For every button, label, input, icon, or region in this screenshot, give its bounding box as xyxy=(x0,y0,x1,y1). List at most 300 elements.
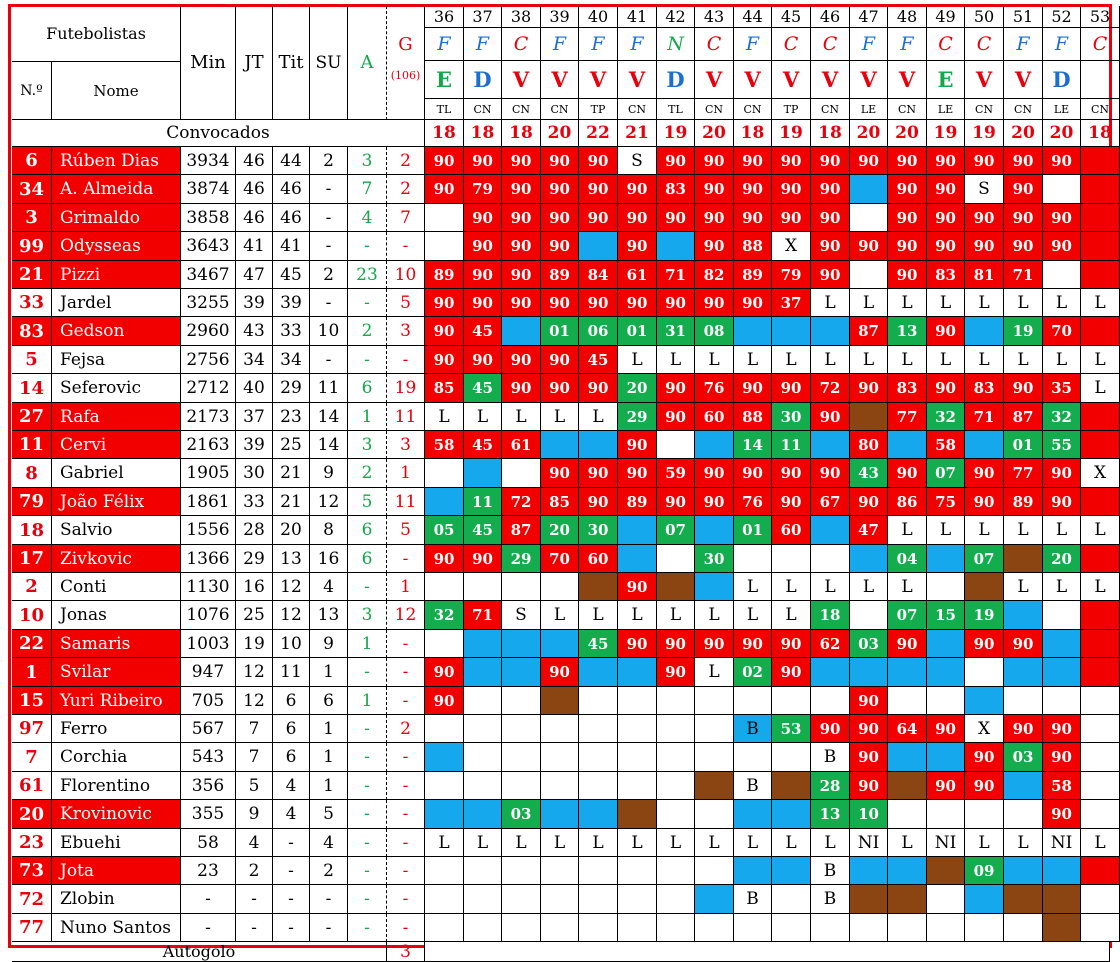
player-subs: 4 xyxy=(310,829,348,857)
game-cell: 45 xyxy=(464,374,502,403)
game-cell xyxy=(695,743,734,772)
game-cell: 61 xyxy=(618,261,657,289)
game-venue: F xyxy=(1043,28,1081,61)
game-cell: 45 xyxy=(579,346,618,374)
game-cell: 90 xyxy=(811,232,850,261)
game-cell: 90 xyxy=(850,374,888,403)
game-competition: CN xyxy=(541,99,579,120)
game-cell: L xyxy=(695,601,734,630)
game-cell xyxy=(850,857,888,885)
player-name: Zlobin xyxy=(52,885,181,914)
game-cell: 90 xyxy=(464,204,502,232)
game-cell: 03 xyxy=(850,630,888,658)
game-cell xyxy=(1043,601,1081,630)
player-name: Corchia xyxy=(52,743,181,772)
player-assists: 3 xyxy=(348,601,387,630)
game-cell: 20 xyxy=(1043,545,1081,573)
game-convocados: 19 xyxy=(657,120,695,147)
game-cell: 45 xyxy=(579,630,618,658)
game-number: 48 xyxy=(888,6,927,28)
game-convocados: 18 xyxy=(502,120,541,147)
player-name: Nuno Santos xyxy=(52,914,181,942)
game-venue: F xyxy=(888,28,927,61)
game-cell: 87 xyxy=(1004,403,1043,431)
game-cell: 72 xyxy=(502,488,541,516)
convocados-label: Convocados xyxy=(12,120,425,147)
game-cell xyxy=(850,175,888,204)
game-cell: 90 xyxy=(811,261,850,289)
game-cell: 20 xyxy=(541,516,579,545)
player-number: 17 xyxy=(12,545,52,573)
game-cell: 89 xyxy=(734,261,772,289)
player-subs: - xyxy=(310,289,348,317)
player-name: Jota xyxy=(52,857,181,885)
game-cell: 90 xyxy=(811,715,850,743)
player-subs: 1 xyxy=(310,772,348,800)
game-cell: 88 xyxy=(734,232,772,261)
game-cell xyxy=(657,232,695,261)
game-cell: 86 xyxy=(888,488,927,516)
game-cell xyxy=(657,914,695,942)
game-cell: 79 xyxy=(464,175,502,204)
game-cell xyxy=(618,800,657,829)
game-cell xyxy=(850,658,888,687)
game-cell: 90 xyxy=(657,204,695,232)
game-cell: 89 xyxy=(425,261,464,289)
game-cell xyxy=(464,630,502,658)
player-subs: 1 xyxy=(310,658,348,687)
game-cell: 71 xyxy=(657,261,695,289)
game-cell: L xyxy=(888,829,927,857)
player-assists: - xyxy=(348,658,387,687)
game-cell: 90 xyxy=(965,459,1004,488)
game-cell xyxy=(695,772,734,800)
player-subs: - xyxy=(310,204,348,232)
game-cell: 53 xyxy=(772,715,811,743)
game-cell xyxy=(927,630,965,658)
game-competition: TL xyxy=(425,99,464,120)
game-cell: 09 xyxy=(965,857,1004,885)
game-cell xyxy=(502,317,541,346)
game-competition: LE xyxy=(1043,99,1081,120)
player-assists: 6 xyxy=(348,374,387,403)
game-cell: 71 xyxy=(1004,261,1043,289)
game-cell: 90 xyxy=(657,403,695,431)
game-venue: F xyxy=(1004,28,1043,61)
player-assists: - xyxy=(348,772,387,800)
game-cell xyxy=(579,743,618,772)
game-cell: L xyxy=(850,346,888,374)
game-cell: 90 xyxy=(541,289,579,317)
game-cell xyxy=(1004,545,1043,573)
game-cell: 90 xyxy=(927,175,965,204)
player-games: 28 xyxy=(236,516,273,545)
game-result: V xyxy=(850,61,888,99)
player-number: 14 xyxy=(12,374,52,403)
game-cell xyxy=(618,687,657,715)
player-name: Jardel xyxy=(52,289,181,317)
game-cell xyxy=(541,800,579,829)
game-cell: 90 xyxy=(618,204,657,232)
game-cell: 90 xyxy=(425,346,464,374)
player-subs: 5 xyxy=(310,800,348,829)
game-cell: 90 xyxy=(541,459,579,488)
game-cell xyxy=(1081,687,1120,715)
game-cell xyxy=(1081,601,1120,630)
game-cell: 85 xyxy=(541,488,579,516)
game-cell: 90 xyxy=(502,261,541,289)
player-subs: 9 xyxy=(310,459,348,488)
game-number: 41 xyxy=(618,6,657,28)
game-cell: 90 xyxy=(657,488,695,516)
game-cell xyxy=(927,914,965,942)
player-games: 2 xyxy=(236,857,273,885)
player-number: 6 xyxy=(12,147,52,175)
game-cell xyxy=(1004,800,1043,829)
game-cell xyxy=(579,800,618,829)
player-minutes: - xyxy=(181,914,236,942)
game-cell: 03 xyxy=(502,800,541,829)
game-cell: 90 xyxy=(734,147,772,175)
player-starts: 6 xyxy=(273,715,310,743)
game-cell: 07 xyxy=(927,459,965,488)
game-cell: 90 xyxy=(579,204,618,232)
game-cell: 90 xyxy=(579,459,618,488)
game-cell: 87 xyxy=(502,516,541,545)
player-goals: 5 xyxy=(387,289,425,317)
game-venue: F xyxy=(850,28,888,61)
game-cell: L xyxy=(425,403,464,431)
game-cell xyxy=(888,743,927,772)
player-assists: - xyxy=(348,573,387,601)
game-cell: 90 xyxy=(1043,232,1081,261)
game-result: V xyxy=(502,61,541,99)
game-cell xyxy=(1004,885,1043,914)
game-cell xyxy=(734,687,772,715)
player-games: 46 xyxy=(236,147,273,175)
game-cell: 11 xyxy=(464,488,502,516)
player-assists: 1 xyxy=(348,403,387,431)
game-cell: 32 xyxy=(927,403,965,431)
player-goals: 1 xyxy=(387,573,425,601)
game-cell: 01 xyxy=(1004,431,1043,459)
game-convocados: 19 xyxy=(927,120,965,147)
player-minutes: 1003 xyxy=(181,630,236,658)
game-cell: 90 xyxy=(541,147,579,175)
game-cell: 90 xyxy=(772,488,811,516)
player-starts: 21 xyxy=(273,488,310,516)
player-name: Yuri Ribeiro xyxy=(52,687,181,715)
player-minutes: 1861 xyxy=(181,488,236,516)
game-cell: 07 xyxy=(965,545,1004,573)
game-cell: 90 xyxy=(579,147,618,175)
game-number: 44 xyxy=(734,6,772,28)
game-cell: 90 xyxy=(850,488,888,516)
game-cell: L xyxy=(1004,346,1043,374)
player-goals: - xyxy=(387,630,425,658)
game-cell: 90 xyxy=(425,147,464,175)
player-assists: 3 xyxy=(348,147,387,175)
player-goals: 10 xyxy=(387,261,425,289)
game-cell xyxy=(657,857,695,885)
game-cell: 83 xyxy=(888,374,927,403)
player-minutes: 2163 xyxy=(181,431,236,459)
game-cell: L xyxy=(772,829,811,857)
game-cell: 90 xyxy=(927,374,965,403)
game-result: E xyxy=(425,61,464,99)
player-number: 21 xyxy=(12,261,52,289)
game-cell xyxy=(1043,885,1081,914)
game-cell: X xyxy=(1081,459,1120,488)
game-cell xyxy=(888,857,927,885)
game-competition: TP xyxy=(772,99,811,120)
game-cell: 19 xyxy=(1004,317,1043,346)
game-cell: 20 xyxy=(618,374,657,403)
game-cell: L xyxy=(541,403,579,431)
player-starts: - xyxy=(273,914,310,942)
player-subs: 10 xyxy=(310,317,348,346)
game-cell: 60 xyxy=(772,516,811,545)
game-cell xyxy=(1004,687,1043,715)
player-games: 7 xyxy=(236,715,273,743)
game-cell: 45 xyxy=(464,317,502,346)
game-cell xyxy=(1081,857,1120,885)
game-convocados: 20 xyxy=(888,120,927,147)
game-cell xyxy=(657,885,695,914)
game-cell xyxy=(811,516,850,545)
game-venue: C xyxy=(772,28,811,61)
game-cell xyxy=(425,885,464,914)
game-cell: 90 xyxy=(618,459,657,488)
player-games: 12 xyxy=(236,658,273,687)
game-convocados: 20 xyxy=(1043,120,1081,147)
player-games: 25 xyxy=(236,601,273,630)
game-cell xyxy=(1043,630,1081,658)
player-minutes: 947 xyxy=(181,658,236,687)
game-cell xyxy=(618,516,657,545)
game-cell: L xyxy=(850,289,888,317)
game-cell: 55 xyxy=(1043,431,1081,459)
game-cell: L xyxy=(965,516,1004,545)
player-minutes: 3874 xyxy=(181,175,236,204)
game-competition: CN xyxy=(1081,99,1120,120)
game-cell xyxy=(1081,431,1120,459)
game-cell: L xyxy=(772,601,811,630)
game-cell xyxy=(657,573,695,601)
player-starts: 29 xyxy=(273,374,310,403)
player-number: 33 xyxy=(12,289,52,317)
game-cell xyxy=(425,715,464,743)
game-cell xyxy=(734,857,772,885)
player-games: 37 xyxy=(236,403,273,431)
game-cell: 89 xyxy=(541,261,579,289)
game-venue: C xyxy=(811,28,850,61)
game-cell xyxy=(579,857,618,885)
game-cell xyxy=(1043,175,1081,204)
player-minutes: 705 xyxy=(181,687,236,715)
game-cell: 01 xyxy=(541,317,579,346)
game-cell xyxy=(1081,403,1120,431)
game-cell: 90 xyxy=(1004,715,1043,743)
game-cell xyxy=(888,885,927,914)
player-goals: 2 xyxy=(387,147,425,175)
player-name: Gedson xyxy=(52,317,181,346)
game-cell: 90 xyxy=(811,459,850,488)
game-cell: 90 xyxy=(811,147,850,175)
game-cell: L xyxy=(464,403,502,431)
player-goals: 12 xyxy=(387,601,425,630)
game-cell: 45 xyxy=(464,431,502,459)
game-cell: 90 xyxy=(502,346,541,374)
game-cell xyxy=(927,743,965,772)
player-games: 41 xyxy=(236,232,273,261)
game-cell: 31 xyxy=(657,317,695,346)
player-games: 40 xyxy=(236,374,273,403)
game-cell xyxy=(464,743,502,772)
game-cell: 90 xyxy=(772,204,811,232)
game-cell: 90 xyxy=(772,147,811,175)
game-cell xyxy=(541,715,579,743)
player-starts: 39 xyxy=(273,289,310,317)
game-cell: L xyxy=(734,829,772,857)
game-cell xyxy=(425,459,464,488)
player-goals: - xyxy=(387,914,425,942)
game-cell: 90 xyxy=(618,232,657,261)
game-convocados: 18 xyxy=(1081,120,1120,147)
game-cell xyxy=(502,743,541,772)
game-cell: 90 xyxy=(850,772,888,800)
player-number: 5 xyxy=(12,346,52,374)
game-cell xyxy=(618,545,657,573)
game-venue: F xyxy=(579,28,618,61)
game-cell: 87 xyxy=(850,317,888,346)
game-cell: 80 xyxy=(850,431,888,459)
player-subs: 14 xyxy=(310,431,348,459)
player-games: - xyxy=(236,914,273,942)
game-cell xyxy=(850,601,888,630)
player-subs: 2 xyxy=(310,857,348,885)
game-cell: 30 xyxy=(695,545,734,573)
player-games: 7 xyxy=(236,743,273,772)
game-cell xyxy=(965,317,1004,346)
game-convocados: 21 xyxy=(618,120,657,147)
player-name: Seferovic xyxy=(52,374,181,403)
game-cell xyxy=(464,573,502,601)
game-cell: 13 xyxy=(888,317,927,346)
game-cell xyxy=(695,857,734,885)
game-cell: 90 xyxy=(618,630,657,658)
game-cell: 90 xyxy=(425,658,464,687)
game-result: D xyxy=(464,61,502,99)
game-cell: 90 xyxy=(772,374,811,403)
player-starts: 11 xyxy=(273,658,310,687)
player-games: 30 xyxy=(236,459,273,488)
game-cell: X xyxy=(965,715,1004,743)
player-games: 29 xyxy=(236,545,273,573)
game-cell: 90 xyxy=(464,261,502,289)
player-name: A. Almeida xyxy=(52,175,181,204)
game-cell: 90 xyxy=(965,743,1004,772)
game-cell: 90 xyxy=(541,658,579,687)
player-subs: 12 xyxy=(310,488,348,516)
player-subs: 13 xyxy=(310,601,348,630)
game-competition: CN xyxy=(618,99,657,120)
player-minutes: 3255 xyxy=(181,289,236,317)
game-cell xyxy=(1081,630,1120,658)
game-cell xyxy=(541,687,579,715)
game-cell: 90 xyxy=(811,175,850,204)
game-cell: L xyxy=(1081,346,1120,374)
game-cell: 90 xyxy=(1043,715,1081,743)
game-cell: 90 xyxy=(927,232,965,261)
game-cell: 90 xyxy=(695,204,734,232)
game-cell: 90 xyxy=(464,346,502,374)
player-minutes: 2756 xyxy=(181,346,236,374)
game-cell: 59 xyxy=(657,459,695,488)
game-number: 47 xyxy=(850,6,888,28)
game-cell: 04 xyxy=(888,545,927,573)
game-cell: 01 xyxy=(618,317,657,346)
game-cell: L xyxy=(888,289,927,317)
game-cell xyxy=(464,687,502,715)
game-cell: 45 xyxy=(464,516,502,545)
player-minutes: 1130 xyxy=(181,573,236,601)
game-result: V xyxy=(618,61,657,99)
game-venue: F xyxy=(618,28,657,61)
player-number: 1 xyxy=(12,658,52,687)
game-cell: 81 xyxy=(965,261,1004,289)
game-cell: L xyxy=(965,289,1004,317)
game-cell: 90 xyxy=(464,232,502,261)
player-number: 61 xyxy=(12,772,52,800)
game-cell: X xyxy=(772,232,811,261)
game-cell: 90 xyxy=(464,147,502,175)
player-assists: 2 xyxy=(348,317,387,346)
game-cell: 60 xyxy=(579,545,618,573)
game-cell: 90 xyxy=(1043,204,1081,232)
game-cell: 76 xyxy=(695,374,734,403)
game-cell: 60 xyxy=(695,403,734,431)
player-number: 27 xyxy=(12,403,52,431)
player-assists: - xyxy=(348,289,387,317)
game-cell: L xyxy=(579,403,618,431)
header-goals xyxy=(387,6,425,120)
game-cell: B xyxy=(734,715,772,743)
player-minutes: 3934 xyxy=(181,147,236,175)
game-cell xyxy=(888,772,927,800)
player-games: 43 xyxy=(236,317,273,346)
game-cell: L xyxy=(927,289,965,317)
game-cell: L xyxy=(811,289,850,317)
game-cell xyxy=(657,687,695,715)
game-cell: 90 xyxy=(1043,459,1081,488)
player-assists: 4 xyxy=(348,204,387,232)
game-cell: 05 xyxy=(425,516,464,545)
game-cell: 90 xyxy=(850,687,888,715)
game-competition: CN xyxy=(965,99,1004,120)
game-cell: 64 xyxy=(888,715,927,743)
game-cell xyxy=(1081,715,1120,743)
game-cell: 90 xyxy=(657,374,695,403)
game-cell: 29 xyxy=(502,545,541,573)
player-goals: 11 xyxy=(387,403,425,431)
game-cell xyxy=(1081,147,1120,175)
game-cell xyxy=(1081,317,1120,346)
header-futebolistas: Futebolistas xyxy=(12,6,181,62)
game-cell: 90 xyxy=(695,147,734,175)
game-cell xyxy=(502,459,541,488)
game-cell: 90 xyxy=(888,261,927,289)
